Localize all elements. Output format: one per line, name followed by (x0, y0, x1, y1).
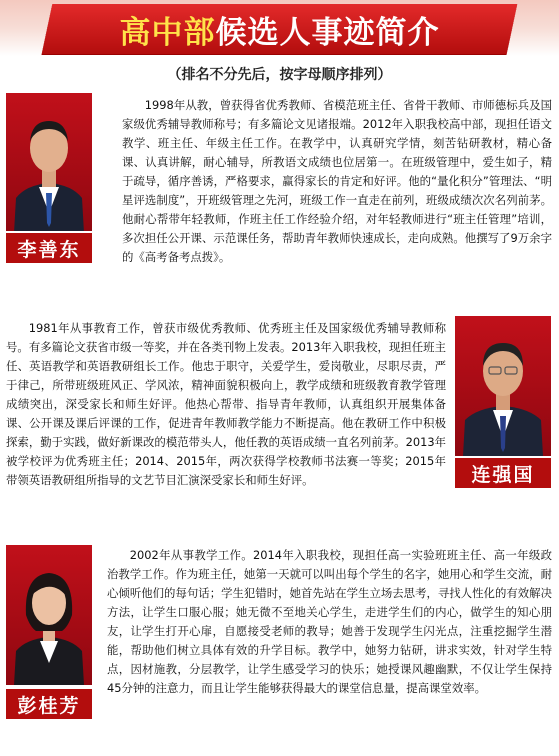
candidate-3-bio: 2002年从事教学工作。2014年入职我校，现担任高一实验班班主任、高一年级政治教学工作。作为班主任，她第一天就可以叫出每个学生的名字，她用心和学生交流，耐心倾听他们的每句话；学生犯错时，她首先站在学生立场去思考，寻找人性化的有效解决方法，让学生口服心服；她无微不至地关心学生，走进学生们的内心，做学生的知心朋友，让学生打开心扉，自愿接受老师的教导；她善于发现学生闪光点，注重挖掘学生潜能，帮助他们树立具体有效的升学目标。教学中，她努力钻研，讲求实效，针对学生特点，因材施教，分层教学，让学生感受学习的快乐；她授课风趣幽默，不仅让学生保持45分钟的注意力，而且让学生能够获得最大的课堂信息量，提高课堂效率。 (107, 548, 552, 695)
candidate-2-photo (455, 316, 551, 456)
header-banner (0, 0, 559, 56)
page-subtitle: （排名不分先后，按字母顺序排列） (167, 67, 392, 83)
candidate-1-portrait (6, 93, 92, 233)
page-title-part1: 高中部 (119, 14, 216, 51)
candidate-2-portrait (455, 316, 551, 456)
page-title-part2: 候选人事迹简介 (215, 14, 440, 51)
candidate-1-photo (6, 93, 92, 233)
candidate-3-portrait (6, 545, 92, 685)
candidate-3-nameplate: 彭桂芳 (6, 687, 92, 719)
page-title (47, 4, 512, 54)
candidate-2-nameplate: 连强国 (455, 456, 551, 488)
candidate-1-nameplate: 李善东 (6, 231, 92, 263)
candidate-3-photo (6, 545, 92, 685)
candidate-1-bio: 1998年从教，曾获得省优秀教师、省模范班主任、省骨干教师、市师德标兵及国家级优秀辅导教师称号；有多篇论文见诸报端。2012年入职我校高中部，现担任语文教学、班主任、年级主任工作。在教学中，认真研究学情，刻苦钻研教材，精心备课、认真讲解，耐心辅导，所教语文成绩也位居第一。在班级管理中，爱生如子，精于疏导，循序善诱，严格要求，赢得家长的肯定和好评。他的“量化积分”管理法、“明星评选制度”，开班级管理之先河，班级工作一直走在前列，班级成绩次次名列前茅。他耐心帮带年轻教师，作班主任工作经验介绍，对年轻教师进行“班主任管理”培训，多次担任公开课、示范课任务，帮助青年教师快速成长，走向成熟。他撰写了9万余字的《高考备考点拨》。 (122, 98, 552, 264)
candidate-2-bio: 1981年从事教育工作，曾获市级优秀教师、优秀班主任及国家级优秀辅导教师称号。有多篇论文获省市级一等奖，并在各类刊物上发表。2013年入职我校，现担任班主任、英语教学和英语教研组长工作。他忠于职守，关爱学生，爱岗敬业，尽职尽责，严于律己，所带班级班风正、学风浓，精神面貌积极向上，教学成绩和班级教育教学管理成绩突出，深受家长和师生好评。他热心帮带、指导青年教师，认真组织开展集体备课、公开课及课后评课的工作，促进青年教师教学能力不断提高。他在教研工作中积极探索，勤于实践，做好新课改的模范带头人，他任教的英语成绩一直名列前茅。2013年被学校评为优秀班主任；2014、2015年，两次获得学校教师书法赛一等奖；2015年带领英语教研组所指导的文艺节目汇演深受家长和师生好评。 (6, 321, 446, 487)
